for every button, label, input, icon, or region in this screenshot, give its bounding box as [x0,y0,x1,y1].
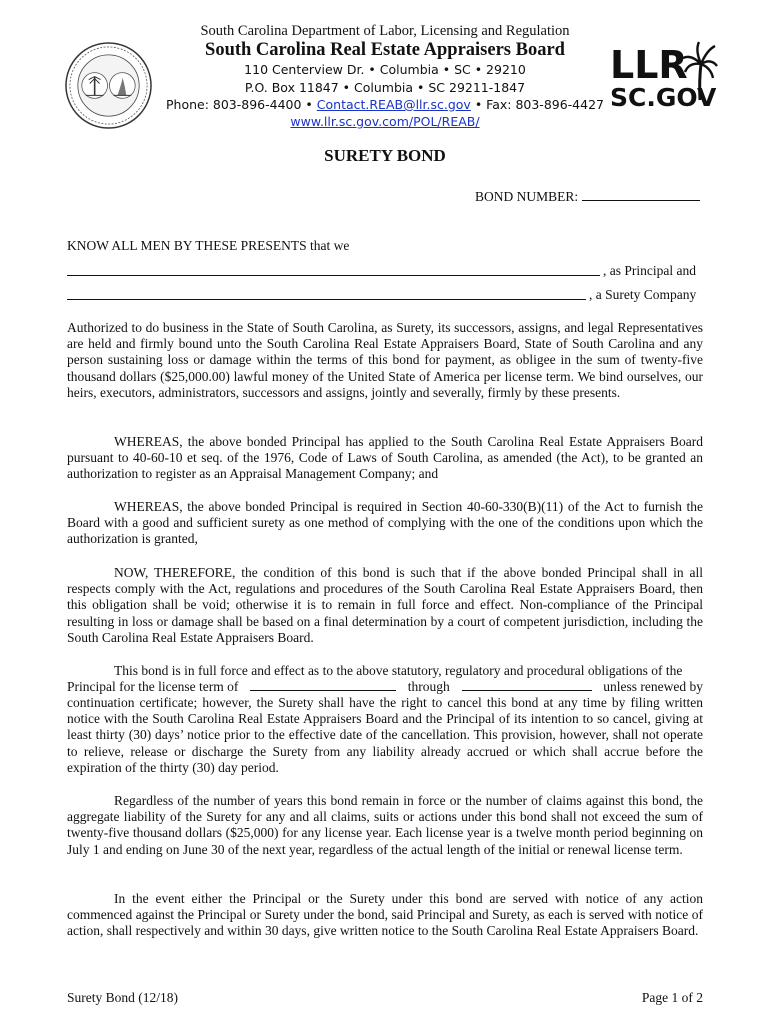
whereas-required-paragraph: WHEREAS, the above bonded Principal is required in Section 40-60-330(B)(11) of the Act to furnish the Board with a good and sufficient surety as one method of complying with the one of the conditions upon which the authorization is granted, [67,499,703,547]
form-identifier: Surety Bond (12/18) [67,990,178,1005]
website-line [150,114,620,129]
contact-line [150,97,620,112]
document-title: SURETY BOND [324,146,446,165]
surety-row [67,287,703,303]
bond-number-row [475,188,700,205]
fax-number: • Fax: 803-896-4427 [470,97,604,112]
department-name: South Carolina Department of Labor, Licensing and Regulation [200,23,570,39]
logo-text-top: LLR [610,43,688,87]
renewal-label: unless renewed by [603,679,703,694]
surety-name-field[interactable] [67,299,586,300]
board-name: South Carolina Real Estate Appraisers Board [205,40,565,60]
notice-of-action-paragraph: In the event either the Principal or the Surety under this bond are served with notice of any action commenced against the Principal or Surety under the bond, said Principal and Surety, as each is served with notice of action, shall respectively and within 30 days, give written notice to the South Carolina Real Estate Appraisers Board. [67,891,703,939]
page-number: Page 1 of 2 [641,990,703,1005]
principal-label: , as Principal and [603,263,696,278]
logo-text-bottom: SC.GOV [610,83,717,110]
cancellation-paragraph: continuation certificate; however, the Surety shall have the right to cancel this bond at any time by filing written notice with the South Carolina Real Estate Appraisers Board and the Principal of its intention to so cancel, giving at least thirty (30) days’ notice prior to the effective date of the cancellation. This provision, however, shall not operate to relieve, release or discharge the Surety from any liability already accrued or which shall accrue before the expiration of the thirty (30) day period. [67,695,703,775]
now-therefore-paragraph: NOW, THEREFORE, the condition of this bond is such that if the above bonded Principal shall in all respects comply with the Act, regulations and procedures of the South Carolina Real Estate Appraisers Board, then this obligation shall be void; otherwise it is to remain in full force and effect. Non-compliance of the Principal resulting in loss or damage shall be based on a final determination by a court of competent jurisdiction, including the South Carolina Real Estate Appraisers Board. [67,565,703,645]
authorization-paragraph: Authorized to do business in the State of South Carolina, as Surety, its successors, assigns, and legal Representatives are held and firmly bound unto the South Carolina Real Estate Appraisers Board, State of South Carolina and any person sustaining loss or damage within the terms of this bond for payment, as obligee in the sum of twenty-five thousand dollars ($25,000.00) lawful money of the United State of America per license term. We bind ourselves, our heirs, executors, administrators, successors and assigns, jointly and severally, firmly by these presents. [67,320,703,400]
term-end-field[interactable] [462,679,592,691]
whereas-applied-paragraph: WHEREAS, the above bonded Principal has applied to the South Carolina Real Estate Appraisers Board pursuant to 40-60-10 et seq. of the 1976, Code of Laws of South Carolina, as amended (the Act), to be granted an authorization to register as an Appraisal Management Company; and [67,434,703,482]
license-term-row [67,679,703,695]
surety-label: , a Surety Company [589,287,697,302]
phone-number: Phone: 803-896-4400 • [165,97,317,112]
llr-logo [608,38,718,110]
principal-name-field[interactable] [67,275,600,276]
po-box-address: P.O. Box 11847 • Columbia • SC 29211-1847 [244,80,526,95]
know-all-statement: KNOW ALL MEN BY THESE PRESENTS that we [67,238,350,253]
license-term-label: Principal for the license term of [67,679,239,694]
term-start-field[interactable] [250,679,396,691]
website-link[interactable]: www.llr.sc.gov.com/POL/REAB/ [290,114,480,129]
term-paragraph-intro: This bond is in full force and effect as to the above statutory, regulatory and procedural obligations of the [114,663,683,678]
through-label: through [407,679,450,694]
state-seal-icon [64,41,153,130]
street-address: 110 Centerview Dr. • Columbia • SC • 29210 [244,62,526,77]
bond-number-field[interactable] [582,188,700,201]
email-link[interactable]: Contact.REAB@llr.sc.gov [316,97,471,112]
aggregate-liability-paragraph: Regardless of the number of years this bond remain in force or the number of claims against this bond, the aggregate liability of the Surety for any and all claims, suits or actions under this bond shall not exceed the sum of twenty-five thousand dollars ($25,000) for any license year. Each license year is a twelve month period beginning on July 1 and ending on June 30 of the next year, regardless of the actual length of the initial or renewal license term. [67,793,703,857]
principal-row [67,263,703,279]
bond-number-label: BOND NUMBER: [475,189,579,204]
